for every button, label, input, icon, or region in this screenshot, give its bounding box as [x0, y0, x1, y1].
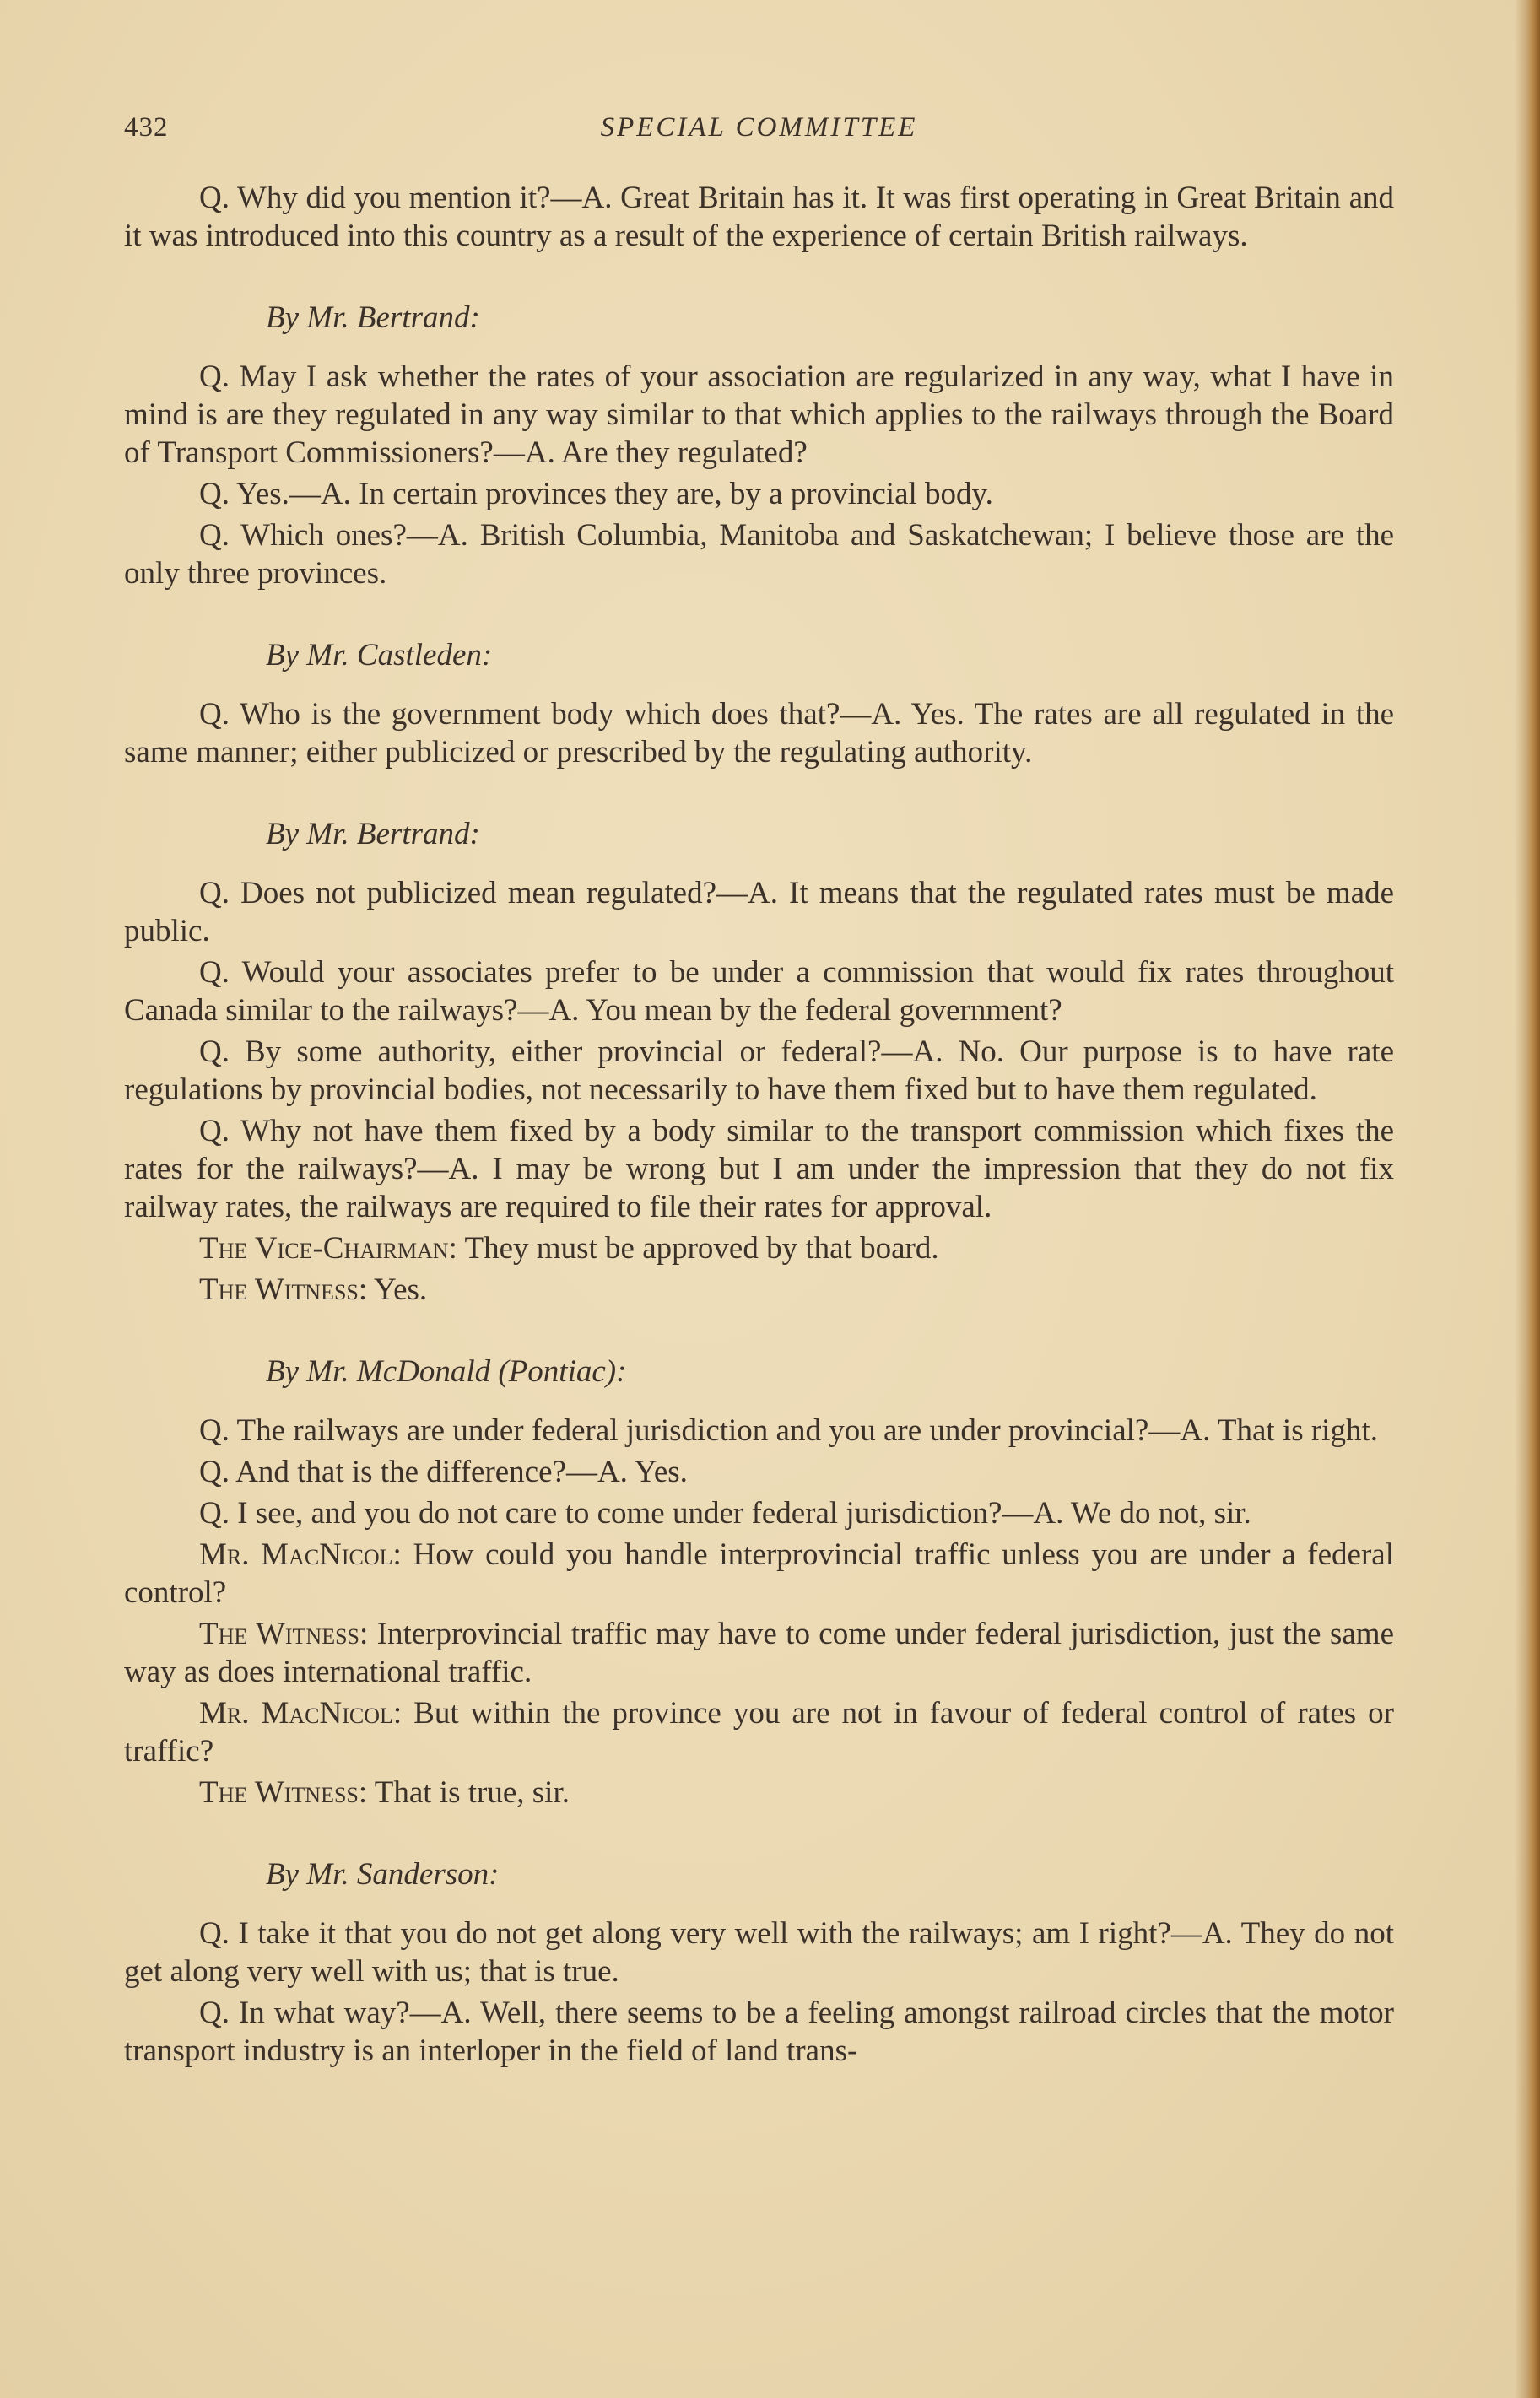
speech-text: But within the province you are not in favour of federal control of rates or traffic?: [124, 1696, 1394, 1769]
speech-text: They must be approved by that board.: [457, 1231, 939, 1266]
page-header: [124, 112, 1394, 154]
question-paragraph: Q. Why not have them fixed by a body similar to the transport commission which fixes the rates for the railways?—A. I may be wrong but I am under the impression that they do not fix railway rates, the railways are required to file their rates for approval.: [124, 1114, 1394, 1224]
speech-text: Yes.: [367, 1272, 428, 1307]
question-paragraph: Q. Yes.—A. In certain provinces they are, by a provincial body.: [199, 477, 993, 511]
speaker-label: The Vice-Chairman:: [199, 1231, 457, 1266]
question-paragraph: Q. May I ask whether the rates of your association are regularized in any way, what I have in mind is are they regulated in any way similar to that which applies to the railways through the Board of Transport Commissioners?—A. Are they regulated?: [124, 359, 1394, 470]
speech-paragraph: [124, 1615, 1394, 1691]
running-title: SPECIAL COMMITTEE: [600, 112, 918, 143]
question-paragraph: Q. Would your associates prefer to be under a commission that would fix rates throughout Canada similar to the railways?—A. You mean by the federal government?: [124, 955, 1394, 1028]
question-paragraph: Q. The railways are under federal jurisdiction and you are under provincial?—A. That is right.: [199, 1413, 1378, 1448]
speech-paragraph: [124, 1229, 1394, 1267]
examiner-heading: By Mr. Bertrand:: [266, 817, 480, 851]
question-paragraph: Q. I see, and you do not care to come under federal jurisdiction?—A. We do not, sir.: [199, 1496, 1251, 1531]
speaker-label: The Witness:: [199, 1272, 368, 1307]
speech-paragraph: [124, 1774, 1394, 1812]
question-paragraph: Q. Which ones?—A. British Columbia, Manitoba and Saskatchewan; I believe those are the only three provinces.: [124, 518, 1394, 591]
examiner-heading: By Mr. Castleden:: [266, 638, 493, 672]
question-paragraph: Q. By some authority, either provincial or federal?—A. No. Our purpose is to have rate regulations by provincial bodies, not necessarily to have them fixed but to have them regulated.: [124, 1034, 1394, 1107]
question-paragraph: Q. I take it that you do not get along very well with the railways; am I right?—A. They do not get along very well with us; that is true.: [124, 1916, 1394, 1989]
speaker-label: Mr. MacNicol:: [199, 1537, 402, 1572]
question-paragraph: Q. Why did you mention it?—A. Great Britain has it. It was first operating in Great Britain and it was introduced into this country as a result of the experience of certain British railways.: [124, 181, 1394, 253]
page-number: 432: [124, 112, 169, 143]
speech-text: That is true, sir.: [367, 1775, 570, 1810]
question-paragraph: Q. Who is the government body which does that?—A. Yes. The rates are all regulated in the same manner; either publicized or prescribed by the regulating authority.: [124, 697, 1394, 770]
speech-text: How could you handle interprovincial traffic unless you are under a federal control?: [124, 1537, 1394, 1610]
examiner-heading: By Mr. Bertrand:: [266, 300, 480, 335]
speech-paragraph: [124, 1694, 1394, 1770]
transcript-body: [124, 179, 1394, 2073]
speech-text: Interprovincial traffic may have to come under federal jurisdiction, just the same way as does international traffic.: [124, 1617, 1394, 1689]
speech-paragraph: [124, 1536, 1394, 1612]
speaker-label: The Witness:: [199, 1775, 368, 1810]
question-paragraph: Q. And that is the difference?—A. Yes.: [199, 1455, 688, 1489]
question-paragraph: Q. Does not publicized mean regulated?—A. It means that the regulated rates must be made public.: [124, 876, 1394, 948]
speaker-label: Mr. MacNicol:: [199, 1696, 403, 1731]
page-edge-shadow: [1515, 0, 1540, 2398]
speaker-label: The Witness:: [199, 1617, 369, 1651]
speech-paragraph: [124, 1271, 1394, 1309]
question-paragraph: Q. In what way?—A. Well, there seems to be a feeling amongst railroad circles that the motor transport industry is an interloper in the field of land trans-: [124, 1996, 1394, 2068]
examiner-heading: By Mr. Sanderson:: [266, 1857, 500, 1892]
examiner-heading: By Mr. McDonald (Pontiac):: [266, 1354, 627, 1389]
